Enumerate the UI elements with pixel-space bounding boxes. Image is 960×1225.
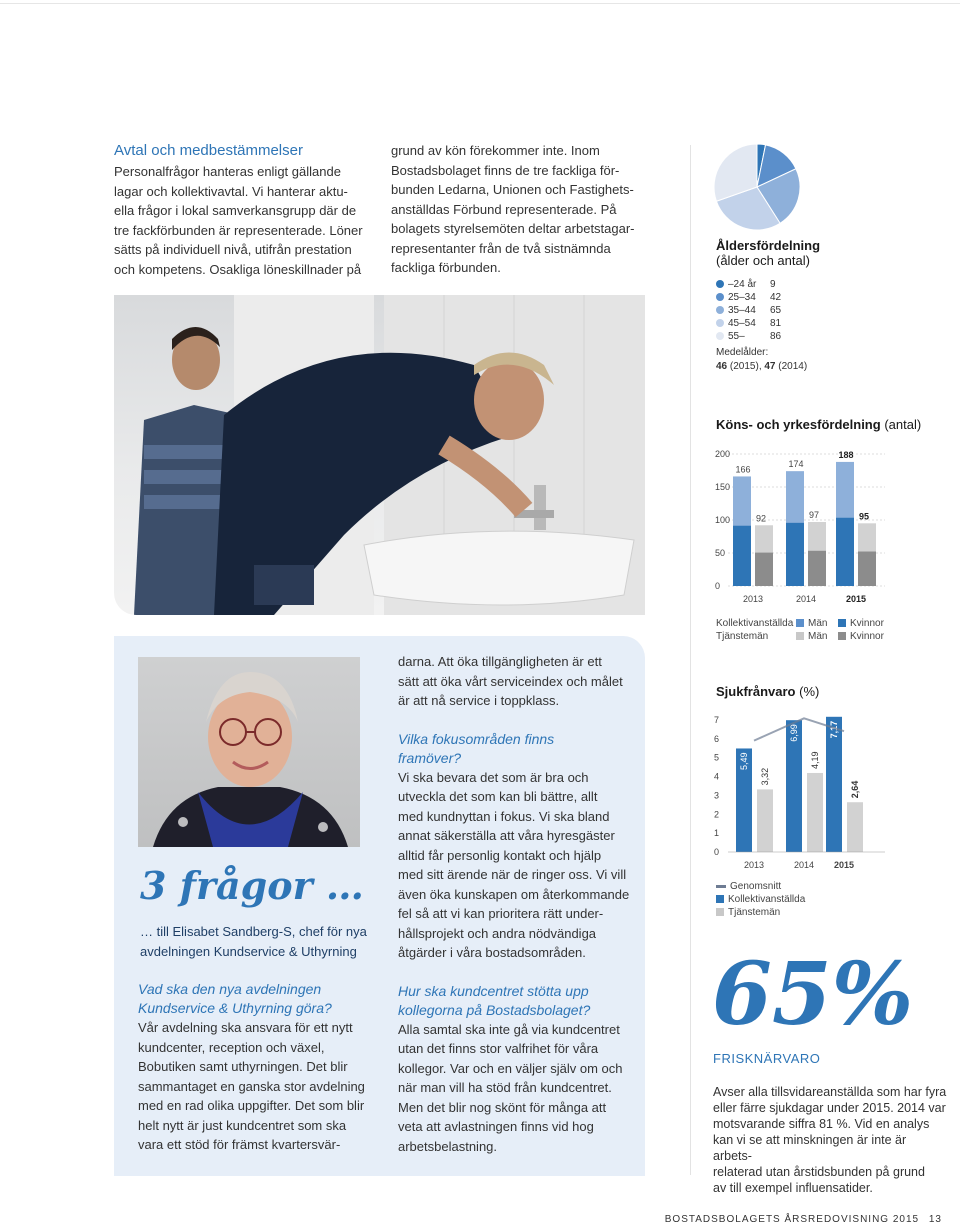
footer [665,1214,942,1225]
age-value: 81 [770,318,782,329]
legend-label: Män [808,618,828,629]
answer-line: Alla samtal ska inte gå via kundcentret [398,1021,620,1037]
answer-line: är att nå service i toppklass. [398,693,560,708]
sick-legend [716,880,805,919]
x-tick-label: 2015 [833,860,855,870]
legend-label: Genomsnitt [730,881,782,892]
text-line: sätts på individuell nivå, utifrån prestation [114,242,352,257]
age-label: 45–54 [728,318,756,329]
x-tick-label: 2013 [742,594,764,604]
sick-chart-title [716,683,936,701]
question-line: Hur ska kundcentret stötta upp [398,982,589,999]
bar-value-label: 174 [788,459,804,470]
text-line: eller färre sjukdagar under 2015. 2014 var [713,1101,946,1115]
section-heading: Avtal och medbestämmelser [114,142,303,159]
y-tick-label: 50 [715,548,726,558]
y-tick-label: 3 [714,790,720,801]
bar-tjanstemaen [847,802,863,852]
answer-line: även öka kunskapen om återkommande [398,886,630,902]
legend-swatch [838,619,846,627]
bar-value-label: 6,99 [789,724,799,742]
legend-label: Tjänstemän [728,907,781,918]
subhead-line: … till Elisabet Sandberg-S, chef för nya [140,924,367,939]
gender-legend [716,617,884,643]
interview-right-column [398,652,638,1156]
answer-line: fel så att vi kan prioritera rätt under- [398,906,604,921]
page-number: 13 [928,1214,942,1225]
text-line: av till exempel influensatider. [713,1181,873,1195]
text-line: Personalfrågor hanteras enligt gällande [114,164,341,179]
answer-line: Vi ska bevara det som är bra och [398,769,589,785]
frisk-text [713,1084,948,1196]
bar-value-label: 95 [858,511,870,522]
sick-legend-row [716,906,805,919]
text-line: grund av kön förekommer inte. Inom [391,143,600,158]
text-line: anställdas Förbund representerade. På [391,201,617,217]
legend-swatch [838,632,846,640]
age-legend-row [716,317,816,330]
sick-title-bold: Sjukfrånvaro [716,684,796,699]
bar-tjanstemaen-segment [755,553,773,586]
answer-line: med en rad olika uppgifter. Det som blir [138,1098,365,1113]
age-pie-chart [712,142,802,232]
answer-line: darna. Att öka tillgängligheten är ett [398,654,602,669]
question-line: Kundservice & Uthyrning göra? [138,1000,332,1016]
bar-kollektiv-segment [733,526,751,586]
age-value: 86 [770,331,782,342]
bar-value-label: 5,49 [739,752,749,771]
y-tick-label: 1 [714,828,720,839]
interview-headline [140,864,364,908]
bar-value-label: 166 [735,464,751,475]
text-line: representanter från de två sistnämnda [391,240,611,256]
legend-label: Kollektivanställda [728,894,806,905]
age-dot [716,332,724,340]
footer-publication: BOSTADSBOLAGETS ÅRSREDOVISNING 2015 [664,1214,920,1225]
age-value: 42 [770,292,782,303]
y-tick-label: 4 [714,771,720,782]
answer-line: hållsprojekt och andra nödvändiga [398,925,597,941]
x-tick-label: 2014 [795,594,817,604]
gender-legend-row [716,617,884,630]
bar-tjanstemaen-segment [808,551,826,586]
gender-chart-svg [700,440,940,610]
text-line: motsvarande siffra 81 %. Vid en analys [713,1117,930,1131]
x-tick-label: 2013 [743,860,765,870]
text-line: ella frågor i lokal samverkansgrupp där de [114,203,357,218]
legend-label: Kvinnor [850,618,884,629]
y-tick-label: 7 [714,715,720,725]
answer-line: när man vill ha stöd från kundcentret. [398,1080,612,1095]
legend-swatch [716,895,724,903]
median-label: Medelålder: [716,347,769,358]
y-tick-label: 6 [714,733,720,744]
bar-tjanstemaen-segment [858,552,876,586]
answer-line: åtgärder i våra bostadsområden. [398,945,586,960]
sick-legend-row [716,880,805,893]
legend-group: Tjänstemän [716,631,769,642]
age-legend-row [716,304,816,317]
bar-value-label: 4,19 [810,751,820,769]
age-dot [716,293,724,301]
headline: 3 frågor … [140,863,364,908]
age-dot [716,319,724,327]
age-label: 55– [728,331,745,342]
y-tick-label: 100 [715,515,731,525]
age-title-bold: Åldersfördelning [716,238,821,253]
median-value-2: 47 [764,361,776,372]
bar-value-label: 188 [838,449,854,460]
x-tick-label: 2015 [845,594,867,604]
legend-label: Män [808,631,828,642]
bar-value-label: 92 [755,513,767,524]
age-legend-row [716,291,816,304]
bar-value-label: 3,32 [760,767,770,786]
sick-legend-row [716,893,805,906]
age-legend [716,278,816,343]
answer-line: med kundnyttan i fokus. Vi ska bland [398,808,610,824]
legend-swatch [796,619,804,627]
answer-line: annat säkerställa att våra hyresgäster [398,828,615,843]
sidebar-rule [690,145,691,1175]
answer-line: vara ett stöd för främst kvartersvär- [138,1137,341,1152]
interview-subhead [140,922,380,962]
bar-tjanstemaen [757,789,773,852]
gender-chart-title [716,416,946,434]
text-line: kan vi se att minskningen är inte är arbets- [713,1133,907,1163]
gender-title-unit: (antal) [884,417,922,432]
age-chart-title [716,238,936,268]
gender-legend-row [716,630,884,643]
bar-kollektiv-segment [836,518,854,586]
answer-line: med sitt ärende när de ringer oss. Vi vill [398,867,627,882]
age-legend-row [716,330,816,343]
text-line: Avser alla tillsvidareanställda som har fyra [713,1085,947,1099]
legend-swatch [716,908,724,916]
y-tick-label: 0 [715,581,721,591]
answer-line: utveckla det som kan bli bättre, allt [398,789,598,804]
legend-label: Kvinnor [850,631,884,642]
question-line: Vad ska den nya avdelningen [138,981,322,997]
text-line: bolagets styrelsemöten deltar arbetstagar- [391,221,635,236]
portrait-photo [138,657,360,847]
median-value: 46 [716,361,728,372]
answer-line: sätt att öka vårt serviceindex och målet [398,673,623,689]
text-line: tre fackförbunden är representerade. Löner [114,222,363,238]
age-dot [716,280,724,288]
question-line: Vilka fokusområden finns [398,730,555,747]
bar-kollektiv-segment [786,523,804,586]
question-line: framöver? [398,749,462,766]
x-tick-label: 2014 [793,860,815,870]
median-age [716,346,807,374]
answer-line: helt nytt är just kundcentret som ska [138,1117,347,1133]
bar-value-label: 7,17 [829,720,839,739]
portrait-illustration [138,657,360,847]
photo-illustration [114,295,645,615]
frisk-label: FRISKNÄRVARO [713,1051,821,1066]
age-label: 35–44 [728,305,756,316]
answer-line: Bobutiken samt uthyrningen. Det blir [138,1059,348,1074]
question-1-block [138,980,378,1155]
sick-chart [700,706,940,876]
gender-title-bold: Köns- och yrkesfördelning [716,417,881,432]
age-label: –24 år [728,279,757,290]
y-tick-label: 2 [714,809,720,820]
y-tick-label: 0 [714,847,720,857]
bar-tjanstemaen [807,773,823,852]
answer-line: sammantaget en ganska stor avdelning [138,1078,365,1094]
sick-title-unit: (%) [799,684,820,699]
age-value: 9 [770,279,776,290]
question-line: kollegorna på Bostadsbolaget? [398,1001,591,1018]
age-title-unit: (ålder och antal) [716,253,810,268]
text-line: fackliga förbunden. [391,260,501,275]
text-line: och kompetens. Osakliga löneskillnader på [114,261,362,277]
bar-value-label: 97 [808,509,820,520]
y-tick-label: 200 [715,449,731,459]
subhead-line: avdelningen Kundservice & Uthyrning [140,944,357,959]
answer-line: utan det finns stor valfrihet för våra [398,1041,599,1056]
gender-chart [700,440,940,610]
middle-text-block [391,141,651,278]
age-legend-row [716,278,816,291]
y-tick-label: 150 [715,482,731,492]
sick-chart-svg [700,706,940,876]
answer-line: arbetsbelastning. [398,1138,498,1154]
age-label: 25–34 [728,292,756,303]
frisk-percent: 65% [712,944,914,1045]
answer-line: Vår avdelning ska ansvara för ett nytt [138,1020,353,1035]
answer-line: veta att avlastningen finns vid hog [398,1119,594,1134]
answer-line: kollegor. Var och en väljer själv om och [398,1060,623,1076]
age-value: 65 [770,305,782,316]
text-line: bunden Ledarna, Unionen och Fastighets- [391,182,634,197]
answer-line: Men det blir nog skönt för många att [398,1099,607,1115]
top-rule [0,3,960,4]
legend-group: Kollektivanställda [716,618,794,629]
line-swatch [716,885,726,888]
median-year-2: (2014) [778,361,808,372]
text-line: relaterad utan årstidsbunden på grund [713,1165,925,1179]
answer-line: alltid får personlig kontakt och hjälp [398,847,602,863]
bar-value-label: 2,64 [850,780,860,799]
main-photo [114,295,645,615]
answer-line: kundcenter, reception och växel, [138,1039,325,1055]
legend-swatch [796,632,804,640]
text-line: lagar och kollektivavtal. Vi hanterar aktu- [114,183,348,199]
age-dot [716,306,724,314]
left-text-block [114,141,374,279]
text-line: Bostadsbolaget finns de tre fackliga för- [391,162,620,178]
median-year: (2015), [729,361,762,372]
age-pie-svg [712,142,802,232]
y-tick-label: 5 [714,752,720,763]
